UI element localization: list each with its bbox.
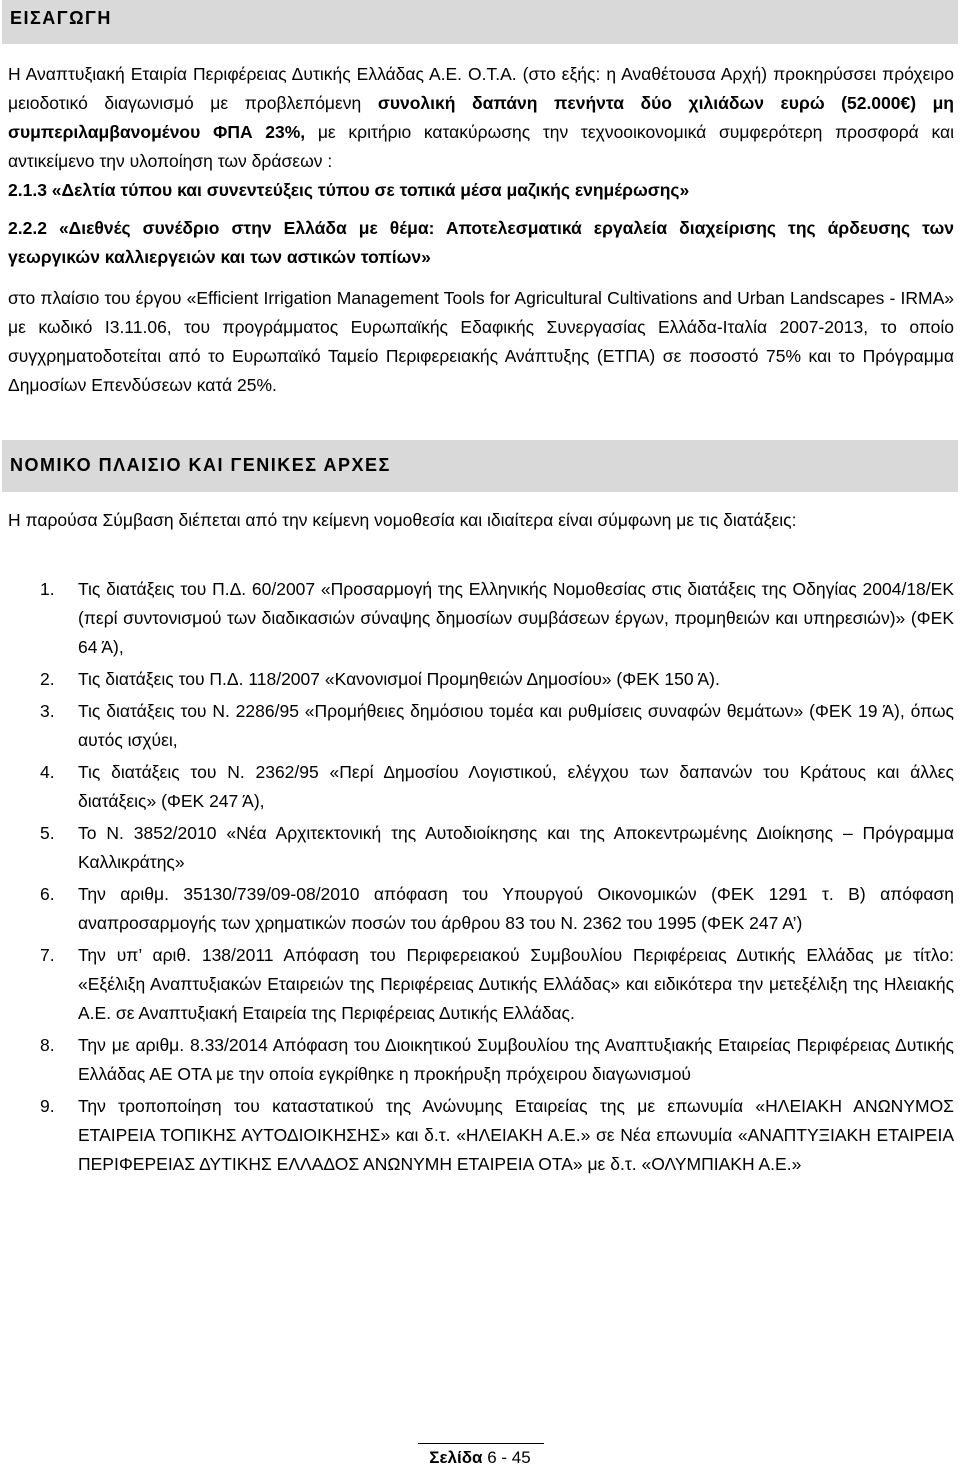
page-footer xyxy=(0,1448,960,1468)
provision-number: 3. xyxy=(40,701,55,721)
provision-number: 9. xyxy=(40,1096,55,1116)
provision-number: 7. xyxy=(40,945,55,965)
provision-number: 2. xyxy=(40,669,55,689)
footer-rule xyxy=(418,1443,544,1444)
intro-heading: ΕΙΣΑΓΩΓΗ xyxy=(10,8,112,28)
intro-paragraph xyxy=(8,60,954,205)
legal-provision-item xyxy=(8,819,954,877)
legal-intro: Η παρούσα Σύμβαση διέπεται από την κείμενη νομοθεσία και ιδιαίτερα είναι σύμφωνη με τις διατάξεις: xyxy=(8,510,797,530)
provision-number: 1. xyxy=(40,579,55,599)
provision-text: Τις διατάξεις του Ν. 2286/95 «Προμήθειες δημόσιου τομέα και ρυθμίσεις συναφών θεμάτων» (ΦΕΚ 19 Ά), όπως αυτός ισχύει, xyxy=(78,701,954,750)
provision-text: Τις διατάξεις του Ν. 2362/95 «Περί Δημοσίου Λογιστικού, ελέγχου των δαπανών του Κράτους και άλλες διατάξεις» (ΦΕΚ 247 Ά), xyxy=(78,762,954,811)
legal-provision-item xyxy=(8,880,954,938)
legal-heading: ΝΟΜΙΚΟ ΠΛΑΙΣΙΟ ΚΑΙ ΓΕΝΙΚΕΣ ΑΡΧΕΣ xyxy=(10,455,391,475)
page-label: Σελίδα xyxy=(429,1448,483,1467)
intro-text-a: Η Αναπτυξιακή Εταιρία Περιφέρειας Δυτικής Ελλάδας Α.Ε. Ο.Τ.Α. (στο εξής: η Αναθέτουσα Αρχή) προκηρύσσει πρόχειρο μειοδοτικό διαγωνισμό με προβλεπόμενη xyxy=(8,64,954,113)
project-paragraph: στο πλαίσιο του έργου «Efficient Irrigation Management Tools for Agricultural Cultivations and Urban Landscapes - IRMA» με κωδικό I3.11.06, του προγράμματος Ευρωπαϊκής Εδαφικής Συνεργασίας Ελλάδα-Ιταλία 2007-2013, το οποίο συγχρηματοδοτείται από το Ευρωπαϊκό Ταμείο Περιφερειακής Ανάπτυξης (ΕΤΠΑ) σε ποσοστό 75% και το Πρόγραμμα Δημοσίων Επενδύσεων κατά 25%. xyxy=(8,288,954,395)
provision-text: Την υπ’ αριθ. 138/2011 Απόφαση του Περιφερειακού Συμβουλίου Περιφέρειας Δυτικής Ελλάδας με τίτλο: «Εξέλιξη Αναπτυξιακών Εταιρειών της Περιφέρειας Δυτικής Ελλάδας» και ειδικότερα την μετεξέλιξη της Ηλειακής Α.Ε. σε Αναπτυξιακή Εταιρεία της Περιφέρειας Δυτικής Ελλάδας. xyxy=(78,945,954,1023)
provision-number: 4. xyxy=(40,762,55,782)
provision-text: Τις διατάξεις του Π.Δ. 118/2007 «Κανονισμοί Προμηθειών Δημοσίου» (ΦΕΚ 150 Ά). xyxy=(78,669,720,689)
legal-provisions-list xyxy=(8,575,954,1182)
legal-provision-item xyxy=(8,665,954,694)
legal-provision-item xyxy=(8,1092,954,1179)
page-number: 6 - 45 xyxy=(487,1448,531,1467)
action-2-2-2: 2.2.2 «Διεθνές συνέδριο στην Ελλάδα με θέμα: Αποτελεσματικά εργαλεία διαχείρισης της άρδευσης των γεωργικών καλλιεργειών και των αστικών τοπίων» xyxy=(8,218,954,267)
provision-number: 6. xyxy=(40,884,55,904)
provision-text: Το Ν. 3852/2010 «Νέα Αρχιτεκτονική της Αυτοδιοίκησης και της Αποκεντρωμένης Διοίκησης – Πρόγραμμα Καλλικράτης» xyxy=(78,823,954,872)
provision-text: Την τροποποίηση του καταστατικού της Ανώνυμης Εταιρείας της με επωνυμία «ΗΛΕΙΑΚΗ ΑΝΩΝΥΜΟΣ ΕΤΑΙΡΕΙΑ ΤΟΠΙΚΗΣ ΑΥΤΟΔΙΟΙΚΗΣΗΣ» και δ.τ. «ΗΛΕΙΑΚΗ Α.Ε.» σε Νέα επωνυμία «ΑΝΑΠΤΥΞΙΑΚΗ ΕΤΑΙΡΕΙΑ ΠΕΡΙΦΕΡΕΙΑΣ ΔΥΤΙΚΗΣ ΕΛΛΑΔΟΣ ΑΝΩΝΥΜΗ ΕΤΑΙΡΕΙΑ ΟΤΑ» με δ.τ. «ΟΛΥΜΠΙΑΚΗ Α.Ε.» xyxy=(78,1096,954,1174)
intro-text-c: με κριτήριο κατακύρωσης την τεχνοοικονομικά συμφερότερη προσφορά και αντικείμενο την υλοποίηση των δράσεων : xyxy=(8,122,954,171)
provision-text: Την με αριθμ. 8.33/2014 Απόφαση του Διοικητικού Συμβουλίου της Αναπτυξιακής Εταιρείας Περιφέρειας Δυτικής Ελλάδας ΑΕ ΟΤΑ με την οποία εγκρίθηκε η προκήρυξη πρόχειρου διαγωνισμού xyxy=(78,1035,954,1084)
provision-number: 8. xyxy=(40,1035,55,1055)
provision-text: Την αριθμ. 35130/739/09-08/2010 απόφαση του Υπουργού Οικονομικών (ΦΕΚ 1291 τ. Β) απόφαση αναπροσαρμογής των χρηματικών ποσών του άρθρου 83 του Ν. 2362 του 1995 (ΦΕΚ 247 Α’) xyxy=(78,884,954,933)
legal-provision-item xyxy=(8,941,954,1028)
legal-provision-item xyxy=(8,1031,954,1089)
intro-budget-text: συνολική δαπάνη πενήντα δύο χιλιάδων ευρώ (52.000€) μη συμπεριλαμβανομένου ΦΠΑ 23%, xyxy=(8,93,955,142)
action-2-1-3: 2.1.3 «Δελτία τύπου και συνεντεύξεις τύπου σε τοπικά μέσα μαζικής ενημέρωσης» xyxy=(8,180,690,200)
intro-section-bar xyxy=(2,0,958,44)
legal-provision-item xyxy=(8,575,954,662)
provision-text: Τις διατάξεις του Π.Δ. 60/2007 «Προσαρμογή της Ελληνικής Νομοθεσίας στις διατάξεις της Οδηγίας 2004/18/ΕΚ (περί συντονισμού των διαδικασιών σύναψης δημοσίων συμβάσεων έργων, προμηθειών και υπηρεσιών)» (ΦΕΚ 64 Ά), xyxy=(78,579,954,657)
legal-provision-item xyxy=(8,758,954,816)
legal-section-bar xyxy=(2,440,958,492)
legal-provision-item xyxy=(8,697,954,755)
provision-number: 5. xyxy=(40,823,55,843)
